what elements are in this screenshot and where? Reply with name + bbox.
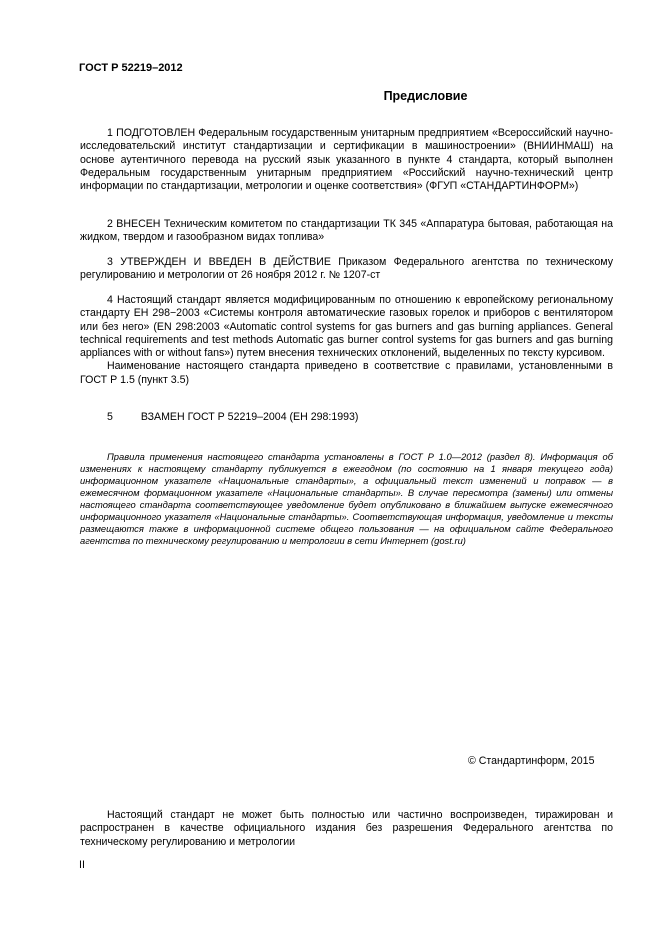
document-code: ГОСТ Р 52219–2012 <box>79 62 183 74</box>
item-5-number: 5 <box>107 411 113 423</box>
item-1 <box>80 127 613 193</box>
page-title: Предисловие <box>383 89 468 103</box>
item-4-note: Наименование настоящего стандарта приведено в соответствие с правилами, установленными в ГОСТ Р 1.5 (пункт 3.5) <box>80 360 613 386</box>
item-2-text: 2 ВНЕСЕН Техническим комитетом по стандартизации ТК 345 «Аппаратура бытовая, работающая на жидком, твердом и газообразном видах топлива» <box>80 218 613 244</box>
reproduction-notice: Настоящий стандарт не может быть полностью или частично воспроизведен, тиражирован и распространен в качестве официального издания без разрешения Федерального агентства по техническому регулированию и метрологии <box>80 809 613 848</box>
page-number: II <box>79 859 85 871</box>
item-3-text: 3 УТВЕРЖДЕН И ВВЕДЕН В ДЕЙСТВИЕ Приказом Федерального агентства по техническому регулированию и метрологии от 26 ноября 2012 г. № 1207-ст <box>80 256 613 282</box>
item-5-text: ВЗАМЕН ГОСТ Р 52219–2004 (ЕН 298:1993) <box>140 411 359 423</box>
item-5 <box>107 411 358 423</box>
item-2 <box>80 218 613 245</box>
item-4 <box>80 294 613 387</box>
item-1-text: 1 ПОДГОТОВЛЕН Федеральным государственным унитарным предприятием «Всероссийский научно-исследовательский институт стандартизации и сертификации в машиностроении» (ВНИИНМАШ) на основе аутентичного перевода на русский язык указанного в пункте 4 стандарта, который выполнен Федеральным государственным унитарным предприятием «Российский научно-технический центр информации по стандартизации, метрологии и оценке соответствия» (ФГУП «СТАНДАРТИНФОРМ») <box>80 127 613 193</box>
usage-note: Правила применения настоящего стандарта установлены в ГОСТ Р 1.0—2012 (раздел 8). Информация об изменениях к настоящему стандарту публикуется в ежегодном (по состоянию на 1 января текущего года) информационном указателе «Национальные стандарты», а официальный текст изменений и поправок — в ежемесячном формационном указателе «Национальные стандарты». В случае пересмотра (замены) или отмены настоящего стандарта соответствующее уведомление будет опубликовано в ближайшем выпуске ежемесячного информационного указателя «Национальные стандарты». Соответствующая информация, уведомление и тексты размещаются также в информационной системе общего пользования — на официальном сайте Федерального агентства по техническому регулированию и метрологии в сети Интернет (gost.ru) <box>80 451 613 546</box>
copyright: © Стандартинформ, 2015 <box>468 755 595 767</box>
item-3 <box>80 256 613 283</box>
item-4-text: 4 Настоящий стандарт является модифицированным по отношению к европейскому региональному стандарту ЕН 298−2003 «Системы контроля автоматические газовых горелок и приборов с вентилятором или без него» (EN 298:2003 «Automatic control systems for gas burners and gas burning appliances. General technical requirements and test methods Automatic gas burner control systems for gas burners and gas burning appliances with or without fans») путем внесения технических отклонений, выделенных по тексту курсивом. <box>80 294 613 360</box>
